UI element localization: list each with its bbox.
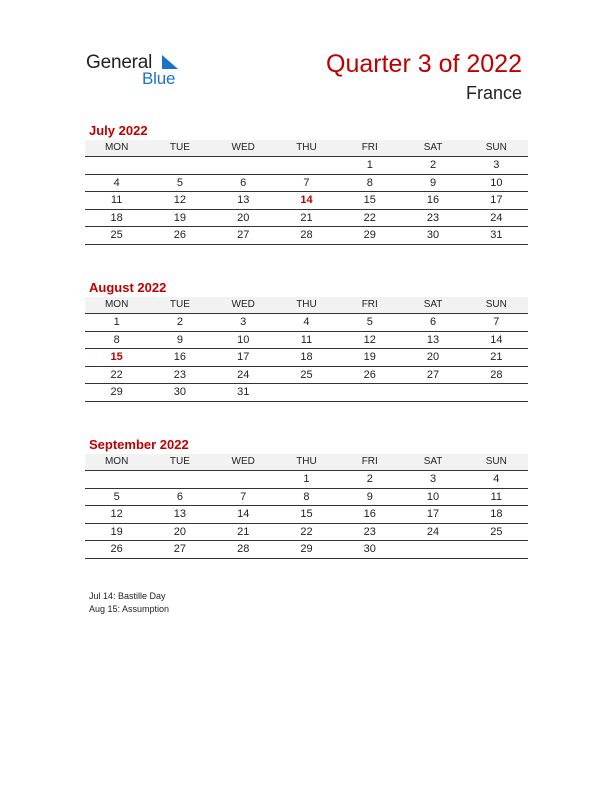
day-cell: 18 [110,211,123,224]
day-cell [148,471,211,488]
logo-general-text: General [86,52,153,73]
day-cell: 22 [363,211,376,224]
day-cell: 7 [303,176,310,189]
day-cell [148,157,211,174]
day-cell: 31 [237,386,250,399]
day-cell: 6 [176,490,183,503]
day-cell: 29 [363,229,376,242]
weekday-label: SAT [423,142,443,153]
day-cell: 17 [490,194,503,207]
day-cell: 17 [237,351,250,364]
day-cell [85,471,148,488]
day-cell: 1 [366,159,373,171]
day-cell: 22 [110,368,123,381]
day-cell: 16 [173,351,187,364]
day-cell [275,384,338,401]
day-cell: 23 [363,525,376,538]
logo-blue-text: Blue [142,69,176,88]
day-cell: 30 [363,543,376,556]
day-cell: 19 [363,351,376,364]
logo-flag-icon [160,55,178,69]
weekday-label: FRI [361,299,378,310]
day-cell: 7 [240,490,247,503]
day-cell: 19 [110,525,123,538]
day-cell: 21 [300,211,313,224]
weekday-label: WED [231,142,255,153]
day-cell: 1 [303,473,310,485]
weekday-label: FRI [361,456,378,467]
weekday-label: TUE [169,456,190,467]
day-cell: 6 [240,176,247,189]
day-cell: 28 [300,229,313,242]
week-row [85,471,528,489]
day-cell [338,384,401,401]
day-cell: 8 [113,333,120,346]
weekday-label: TUE [169,142,190,153]
week-row [85,175,528,193]
day-cell: 23 [173,368,187,381]
day-cell: 20 [426,351,440,364]
day-cell: 25 [110,229,123,242]
day-cell: 6 [429,316,437,328]
day-cell: 27 [173,543,187,556]
day-cell: 4 [303,316,310,328]
week-row [85,157,528,175]
day-cell: 4 [493,473,500,485]
holiday-note: Aug 15: Assumption [89,604,170,614]
weekday-header [85,454,528,471]
day-cell: 14 [237,508,250,521]
day-cell: 21 [490,351,503,364]
day-cell: 22 [300,525,313,538]
week-row [85,489,528,507]
week-row [85,384,528,402]
month-calendar-august [85,279,528,402]
day-cell: 26 [110,543,123,556]
day-cell: 26 [363,368,376,381]
day-cell: 11 [110,194,123,207]
day-cell: 8 [366,176,373,189]
day-cell: 13 [173,508,187,521]
logo [86,52,196,92]
day-cell: 18 [490,508,503,521]
week-row [85,367,528,385]
day-cell: 24 [490,211,503,224]
weekday-label: SAT [423,299,443,310]
week-row [85,314,528,332]
day-cell: 12 [363,333,376,346]
holiday-notes [89,590,169,616]
weekday-header [85,297,528,314]
week-row [85,541,528,559]
day-cell: 11 [490,490,503,503]
weekday-label: MON [104,456,129,467]
weekday-label: MON [104,299,129,310]
weekday-label: SUN [485,456,507,467]
day-cell: 3 [493,159,500,171]
day-cell: 10 [237,333,250,346]
month-title: August 2022 [89,280,167,295]
day-cell: 18 [300,351,313,364]
day-cell: 3 [240,316,247,328]
weekday-label: THU [296,142,317,153]
page-title: Quarter 3 of 2022 [326,50,522,78]
day-cell: 1 [113,316,120,328]
day-cell: 12 [173,194,187,207]
week-row [85,332,528,350]
day-cell [465,541,528,558]
day-cell: 16 [426,194,440,207]
holiday-note: Jul 14: Bastille Day [89,591,166,601]
day-cell: 24 [426,525,440,538]
day-cell [465,384,528,401]
month-title: July 2022 [89,123,148,138]
week-row [85,227,528,245]
weekday-label: WED [231,299,255,310]
weekday-label: SAT [423,456,443,467]
holiday-day-cell: 15 [110,351,123,364]
day-cell: 5 [176,176,183,189]
weekday-label: WED [231,456,255,467]
day-cell: 16 [363,508,376,521]
weekday-label: SUN [485,299,507,310]
day-cell: 27 [237,229,250,242]
week-row [85,524,528,542]
day-cell: 20 [237,211,250,224]
day-cell: 9 [176,333,183,346]
week-row [85,192,528,210]
day-cell: 21 [237,525,250,538]
day-cell: 3 [429,473,437,485]
day-cell [212,471,275,488]
weekday-label: THU [296,456,317,467]
day-cell: 13 [237,194,250,207]
week-row [85,506,528,524]
day-cell: 29 [110,386,123,399]
day-cell [401,541,464,558]
weekday-header [85,140,528,157]
day-cell: 17 [426,508,440,521]
day-cell: 24 [237,368,250,381]
day-cell: 26 [173,229,187,242]
month-calendar-july [85,122,528,245]
day-cell [85,157,148,174]
day-cell: 10 [490,176,503,189]
day-cell: 2 [366,473,373,485]
day-cell: 25 [490,525,503,538]
day-cell: 15 [300,508,313,521]
day-cell: 30 [173,386,187,399]
country-name: France [465,83,522,103]
day-cell: 27 [426,368,440,381]
day-cell: 2 [429,159,437,171]
holiday-day-cell: 14 [300,194,313,207]
weekday-label: MON [104,142,129,153]
day-cell: 9 [366,490,373,503]
day-cell: 29 [300,543,313,556]
day-cell: 11 [300,333,313,346]
day-cell [212,157,275,174]
weekday-label: TUE [169,299,190,310]
day-cell: 4 [113,176,120,189]
day-cell: 5 [113,490,120,503]
day-cell: 28 [237,543,250,556]
weekday-label: FRI [361,142,378,153]
day-cell: 12 [110,508,123,521]
week-row [85,210,528,228]
week-row [85,349,528,367]
day-cell [275,157,338,174]
day-cell [401,384,464,401]
day-cell: 31 [490,229,503,242]
day-cell: 20 [173,525,187,538]
day-cell: 19 [173,211,187,224]
day-cell: 10 [426,490,440,503]
day-cell: 7 [493,316,500,328]
day-cell: 8 [303,490,310,503]
month-title: September 2022 [89,437,189,452]
day-cell: 5 [366,316,373,328]
day-cell: 9 [429,176,437,189]
day-cell: 30 [426,229,440,242]
day-cell: 14 [490,333,503,346]
day-cell: 13 [426,333,440,346]
day-cell: 15 [363,194,376,207]
weekday-label: THU [296,299,317,310]
day-cell: 2 [176,316,183,328]
day-cell: 28 [490,368,503,381]
month-calendar-september [85,436,528,559]
weekday-label: SUN [485,142,507,153]
day-cell: 23 [426,211,440,224]
day-cell: 25 [300,368,313,381]
